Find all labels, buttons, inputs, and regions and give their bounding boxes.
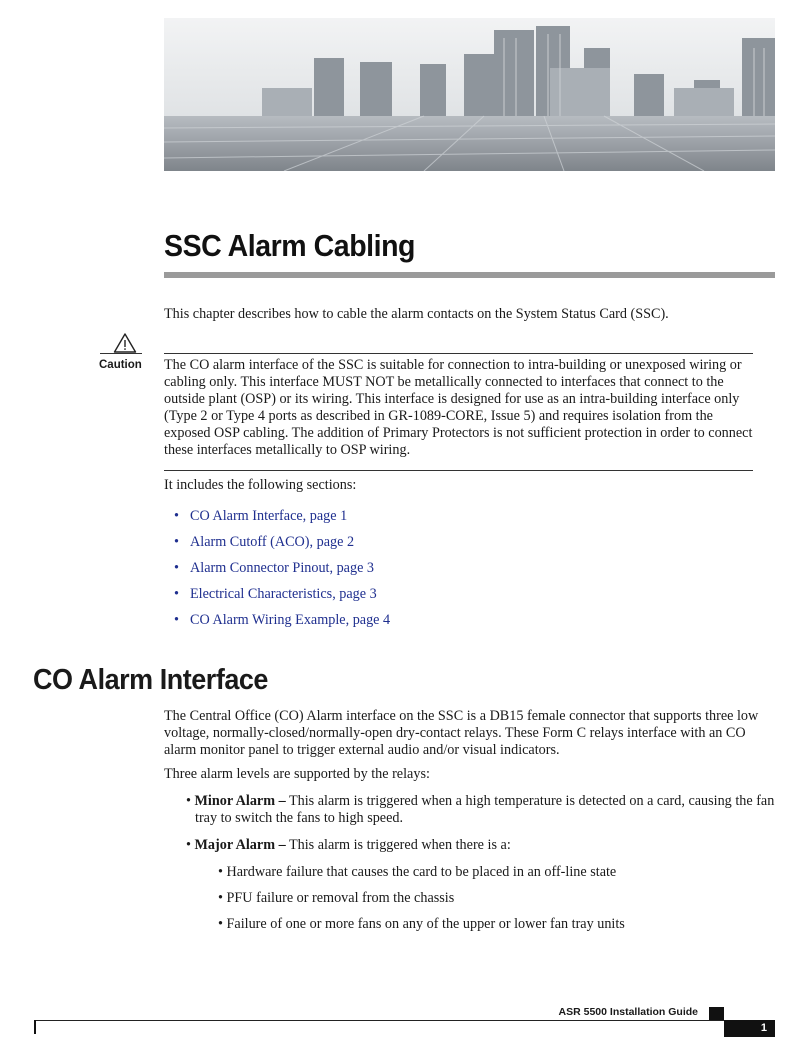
major-alarm-condition: • Hardware failure that causes the card to be placed in an off-line state <box>218 864 617 880</box>
major-alarm-condition-text: Hardware failure that causes the card to be placed in an off-line state <box>226 864 617 880</box>
page-number: 1 <box>724 1020 775 1037</box>
major-alarm-condition-text: PFU failure or removal from the chassis <box>226 890 455 906</box>
major-alarm-condition-text: Failure of one or more fans on any of the upper or lower fan tray units <box>226 916 625 932</box>
caution-text: The CO alarm interface of the SSC is suitable for connection to intra-building or unexposed wiring or cabling only. This interface MUST NOT be metallically connected to interfaces that connect to the outside plant (OSP) or its wiring. This interface is designed for use as an intra-building interface only (Type 2 or Type 4 ports as described in GR-1089-CORE, Issue 5) and requires isolation from the exposed OSP cabling. The addition of Primary Protectors is not sufficient protection in order to connect these interfaces metallically to OSP wiring. <box>164 357 753 458</box>
footer-marker <box>709 1007 724 1020</box>
toc-link-co-alarm-wiring-example[interactable]: CO Alarm Wiring Example, page 4 <box>190 612 391 628</box>
major-alarm-text: This alarm is triggered when there is a: <box>285 837 511 853</box>
section-links-list <box>174 508 390 638</box>
chapter-intro: This chapter describes how to cable the alarm contacts on the System Status Card (SSC). <box>164 306 669 322</box>
toc-link-co-alarm-interface[interactable]: CO Alarm Interface, page 1 <box>190 508 348 524</box>
minor-alarm-item: • Minor Alarm – This alarm is triggered when a high temperature is detected on a card, causing the fan tray to switch the fans to high speed. <box>186 793 778 827</box>
bullet-icon: • <box>174 534 179 550</box>
chapter-title: SSC Alarm Cabling <box>164 228 416 263</box>
bullet-icon: • <box>174 560 179 576</box>
toc-item <box>174 534 390 560</box>
section-paragraph: The Central Office (CO) Alarm interface on the SSC is a DB15 female connector that supports three low voltage, normally-closed/normally-open dry-contact relays. These Form C relays interface with an CO alarm monitor panel to trigger external audio and/or visual indicators. <box>164 708 759 758</box>
toc-item <box>174 612 390 638</box>
minor-alarm-text-continued: tray to switch the fans to high speed. <box>195 810 404 826</box>
major-alarm-term: Major Alarm – <box>194 837 286 853</box>
section-paragraph: Three alarm levels are supported by the relays: <box>164 766 430 782</box>
caution-label: Caution <box>99 359 142 371</box>
caution-warning-icon <box>113 332 137 354</box>
minor-alarm-term: Minor Alarm – <box>194 793 286 809</box>
toc-link-alarm-connector-pinout[interactable]: Alarm Connector Pinout, page 3 <box>190 560 375 576</box>
bullet-icon: • <box>174 508 179 524</box>
toc-item <box>174 560 390 586</box>
footer-tick <box>34 1020 36 1034</box>
caution-top-rule <box>164 353 753 354</box>
major-alarm-condition: • PFU failure or removal from the chassis <box>218 890 455 906</box>
sections-intro: It includes the following sections: <box>164 477 357 493</box>
toc-link-alarm-cutoff[interactable]: Alarm Cutoff (ACO), page 2 <box>190 534 355 550</box>
section-title: CO Alarm Interface <box>33 664 268 696</box>
bullet-icon: • <box>174 586 179 602</box>
toc-item <box>174 586 390 612</box>
bullet-icon: • <box>174 612 179 628</box>
footer-rule <box>34 1020 775 1021</box>
toc-item <box>174 508 390 534</box>
chapter-banner-image <box>164 18 775 171</box>
major-alarm-item: • Major Alarm – This alarm is triggered when there is a: <box>186 837 511 853</box>
major-alarm-condition: • Failure of one or more fans on any of the upper or lower fan tray units <box>218 916 625 932</box>
caution-bottom-rule <box>164 470 753 471</box>
caution-label-rule <box>100 353 142 354</box>
city-skyline-illustration <box>164 18 775 171</box>
minor-alarm-text: This alarm is triggered when a high temperature is detected on a card, causing the fan <box>285 793 775 809</box>
toc-link-electrical-characteristics[interactable]: Electrical Characteristics, page 3 <box>190 586 377 602</box>
footer-guide-title: ASR 5500 Installation Guide <box>558 1006 698 1018</box>
title-divider <box>164 272 775 278</box>
